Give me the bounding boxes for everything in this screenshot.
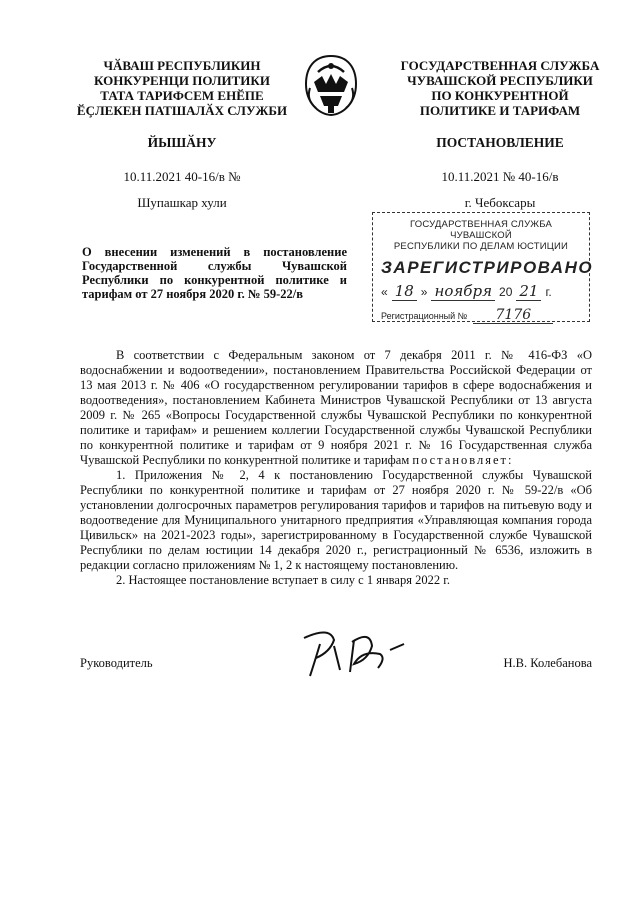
stamp-title: ЗАРЕГИСТРИРОВАНО [381, 258, 594, 277]
handwritten-signature-icon [290, 624, 430, 680]
header-chuvash [62, 58, 302, 118]
place-chuvash: Шупашкар хули [137, 195, 227, 210]
stamp-registration [381, 307, 581, 324]
header-russian-line: ПОЛИТИКЕ И ТАРИФАМ [419, 103, 581, 118]
header-chuvash-line: КОНКУРЕНЦИ ПОЛИТИКИ [94, 73, 270, 88]
stamp-org-line: РЕСПУБЛИКИ ПО ДЕЛАМ ЮСТИЦИИ [393, 241, 569, 252]
body-paragraph-item-2: 2. Настоящее постановление вступает в силу с 1 января 2022 г. [116, 573, 451, 587]
stamp-year-suffix: 21 [516, 282, 541, 301]
document-body [80, 348, 592, 588]
header-russian-line: ЧУВАШСКОЙ РЕСПУБЛИКИ [407, 73, 593, 88]
preamble-text: В соответствии с Федеральным законом от 7 декабря 2011 г. № 416-ФЗ «О водоснабжении и водоотведении», постановлением Правительства Российской Федерации от 13 мая 2013 г. № 406 «О государственном регулировании тарифов в сфере водоснабжения и водоотведения», постановлением Кабинета Министров Чувашской Республики от 13 августа 2009 г. № 265 «Вопросы Государственной службы Чувашской Республики по конкурентной политике и тарифам» и решением коллегии Государственной службы Чувашской Республики по конкурентной политике и тарифам от 9 ноября 2021 г. № 16 Государственная служба Чувашской Республики по конкурентной политике и тарифам [80, 348, 592, 467]
header-russian-line: ПО КОНКУРЕНТНОЙ [431, 88, 569, 103]
registration-stamp [372, 212, 594, 323]
body-paragraph-preamble [80, 348, 592, 468]
header-chuvash-line: ӖҪЛЕКЕН ПАТШАЛӐХ СЛУЖБИ [76, 103, 288, 118]
stamp-reg-label: Регистрационный № [381, 311, 468, 321]
place-russian: г. Чебоксары [464, 195, 536, 210]
stamp-month: ноября [431, 282, 495, 301]
signer-position: Руководитель [80, 656, 153, 670]
body-paragraph-item-1: 1. Приложения № 2, 4 к постановлению Государственной службы Чувашской Республики по конкурентной политике и тарифам от 27 ноября 2020 г. № 59-22/в «Об установлении долгосрочных параметров регулирования тарифов и тарифов на питьевую воду и водоотведение для Муниципального унитарного предприятия «Управляющая компания города Цивильск» на 2021-2023 годы», зарегистрированному в Государственной службе Чувашской Республики по делам юстиции 14 декабря 2020 г., регистрационный № 6536, изложить в редакции согласно приложениям № 1, 2 к настоящему постановлению. [80, 468, 592, 572]
date-number-chuvash: 10.11.2021 40-16/в № [123, 169, 241, 184]
chuvash-coat-of-arms-icon [300, 52, 362, 118]
stamp-date: « 18 » ноября 20 21 г. [381, 282, 552, 300]
subject-line: О внесении изменений в постановление [82, 245, 347, 259]
header-russian-line: ГОСУДАРСТВЕННАЯ СЛУЖБА [400, 58, 600, 73]
stamp-year-prefix: 20 [499, 285, 513, 299]
signer-name: Н.В. Колебанова [503, 656, 592, 670]
header-chuvash-line: ТАТА ТАРИФСЕМ ЕНӖПЕ [100, 88, 264, 103]
stamp-org-line: ГОСУДАРСТВЕННАЯ СЛУЖБА ЧУВАШСКОЙ [409, 219, 553, 241]
stamp-day: 18 [392, 282, 417, 301]
subject-line: Государственной службы Чувашской [82, 259, 347, 273]
document-subject [82, 245, 347, 301]
stamp-reg-number: 7176 [473, 307, 553, 324]
doc-kind-chuvash: ЙЫШӐНУ [147, 135, 217, 150]
header-chuvash-line: ЧӐВАШ РЕСПУБЛИКИН [103, 58, 261, 73]
resolves-word: постановляет: [412, 453, 514, 467]
subject-line: Республики по конкурентной политике и [82, 273, 347, 287]
header-russian [380, 58, 620, 118]
subject-line: тарифам от 27 ноября 2020 г. № 59-22/в [82, 287, 303, 301]
stamp-year-unit: г. [545, 285, 552, 299]
date-number-russian: 10.11.2021 № 40-16/в [441, 169, 559, 184]
doc-kind-russian: ПОСТАНОВЛЕНИЕ [436, 135, 564, 150]
